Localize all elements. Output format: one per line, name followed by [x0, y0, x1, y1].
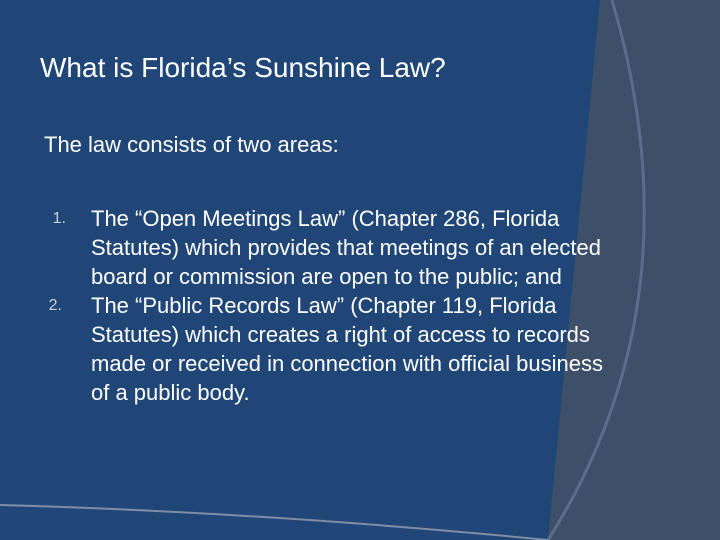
slide-title: What is Florida’s Sunshine Law?: [40, 52, 446, 83]
list-item-text: The “Open Meetings Law” (Chapter 286, Florida Statutes) which provides that meetings of an elected board or commission are open to the public; and: [91, 206, 601, 289]
intro-text: The law consists of two areas:: [44, 132, 339, 157]
list-item-text: The “Public Records Law” (Chapter 119, Florida Statutes) which creates a right of access to records made or received in connection with official business of a public body.: [91, 293, 603, 405]
list-item-number: 2.: [48, 297, 62, 314]
list-item: [16, 204, 616, 291]
list-item-number: 1.: [52, 210, 66, 227]
list-item: [16, 291, 616, 407]
numbered-list: [16, 204, 616, 407]
bottom-outline: [0, 505, 548, 540]
